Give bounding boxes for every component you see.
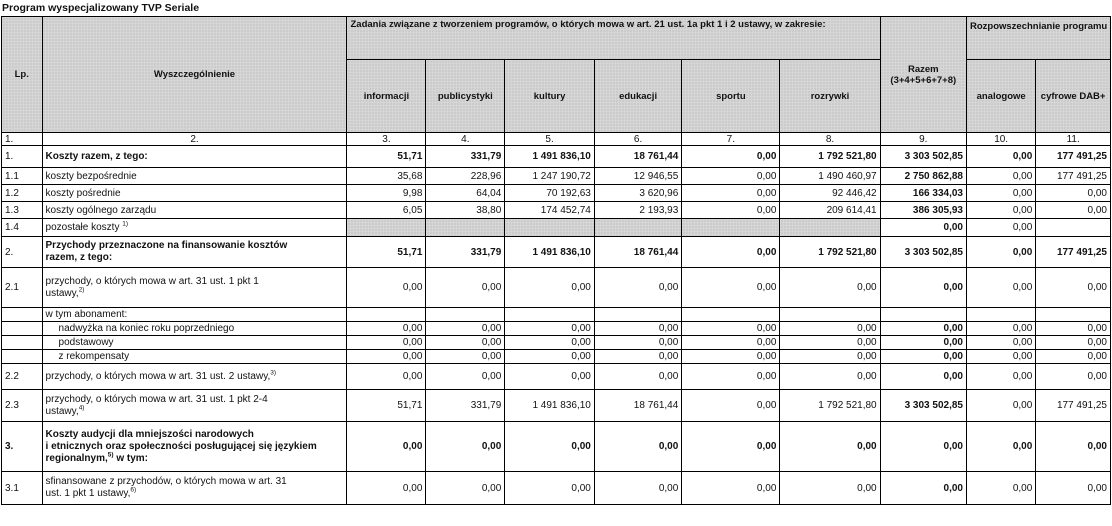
cell-kultury: 0,00 — [505, 350, 595, 364]
cell-analogowe: 0,00 — [966, 322, 1035, 336]
cell-publicystyki: 0,00 — [426, 268, 505, 308]
cell-rozrywki: 0,00 — [780, 422, 880, 472]
col-number: 1. — [2, 133, 43, 146]
cell-informacji: 35,68 — [347, 168, 426, 185]
cell-kultury: 0,00 — [505, 422, 595, 472]
cell-publicystyki: 0,00 — [426, 472, 505, 505]
row-lp — [2, 322, 43, 336]
cell-rozrywki: 0,00 — [780, 350, 880, 364]
cell-kultury: 0,00 — [505, 322, 595, 336]
cell-sportu: 0,00 — [682, 336, 780, 350]
cell-kultury: 1 247 190,72 — [505, 168, 595, 185]
col-number: 3. — [347, 133, 426, 146]
table-row — [2, 364, 1111, 390]
cell-sportu: 0,00 — [682, 168, 780, 185]
row-label — [42, 364, 347, 390]
header-informacji: informacji — [347, 60, 426, 133]
col-number: 11. — [1036, 133, 1111, 146]
cell-kultury: 1 491 836,10 — [505, 390, 595, 422]
col-number: 5. — [505, 133, 595, 146]
cell-informacji: 0,00 — [347, 322, 426, 336]
cell-cyfrowe: 0,00 — [1036, 322, 1111, 336]
cell-edukacji: 18 761,44 — [594, 146, 681, 168]
cell-informacji: 51,71 — [347, 390, 426, 422]
cell-informacji: 6,05 — [347, 202, 426, 219]
row-label-line — [46, 453, 344, 465]
cell-sportu: 0,00 — [682, 185, 780, 202]
col-number: 7. — [682, 133, 780, 146]
cell-sportu: 0,00 — [682, 202, 780, 219]
cell-sportu: 0,00 — [682, 146, 780, 168]
row-label: Koszty razem, z tego: — [42, 146, 347, 168]
cell-empty — [682, 308, 780, 322]
row-label-text: regionalnym, — [45, 452, 108, 464]
cell-razem: 3 303 502,85 — [880, 237, 966, 268]
footnote-ref: 2) — [78, 286, 85, 294]
cell-razem: 0,00 — [880, 472, 966, 505]
cell-publicystyki: 0,00 — [426, 350, 505, 364]
cell-informacji: 0,00 — [347, 268, 426, 308]
table-row — [2, 472, 1111, 505]
cell-cyfrowe: 177 491,25 — [1036, 168, 1111, 185]
cell-empty — [966, 308, 1035, 322]
cell-analogowe: 0,00 — [966, 168, 1035, 185]
page-title: Program wyspecjalizowany TVP Seriale — [2, 2, 200, 14]
cell-informacji: 9,98 — [347, 185, 426, 202]
cell-rozrywki: 0,00 — [780, 472, 880, 505]
cell-publicystyki: 0,00 — [426, 422, 505, 472]
row-label-line — [46, 406, 344, 418]
cell-razem: 386 305,93 — [880, 202, 966, 219]
cell-razem: 3 303 502,85 — [880, 390, 966, 422]
cell-cyfrowe: 177 491,25 — [1036, 390, 1111, 422]
row-label: koszty pośrednie — [42, 185, 347, 202]
cell-informacji: 0,00 — [347, 472, 426, 505]
cell-razem: 0,00 — [880, 350, 966, 364]
cell-rozrywki: 0,00 — [780, 364, 880, 390]
row-label: podstawowy — [42, 336, 347, 350]
header-razem-label: Razem — [907, 63, 939, 75]
cell-cyfrowe: 0,00 — [1036, 268, 1111, 308]
cell-edukacji: 0,00 — [594, 364, 681, 390]
row-label: nadwyżka na koniec roku poprzedniego — [42, 322, 347, 336]
cell-publicystyki: 331,79 — [426, 146, 505, 168]
cell-razem: 166 334,03 — [880, 185, 966, 202]
cell-razem: 0,00 — [880, 322, 966, 336]
row-label — [42, 237, 347, 268]
cell-sportu: 0,00 — [682, 350, 780, 364]
cell-analogowe: 0,00 — [966, 146, 1035, 168]
cell-sportu: 0,00 — [682, 422, 780, 472]
cell-empty — [594, 308, 681, 322]
cell-rozrywki: 1 490 460,97 — [780, 168, 880, 185]
cell-analogowe: 0,00 — [966, 237, 1035, 268]
cell-edukacji: 0,00 — [594, 336, 681, 350]
cell-analogowe: 0,00 — [966, 390, 1035, 422]
table-row — [2, 336, 1111, 350]
table-row — [2, 322, 1111, 336]
cell-razem: 0,00 — [880, 364, 966, 390]
row-label-line: przychody, o których mowa w art. 31 ust. 1 pkt 1 — [45, 275, 259, 287]
cell-edukacji: 12 946,55 — [594, 168, 681, 185]
cell-edukacji: 0,00 — [594, 422, 681, 472]
footnote-ref: 4) — [78, 404, 85, 412]
cell-sportu: 0,00 — [682, 322, 780, 336]
cell-razem: 0,00 — [880, 268, 966, 308]
footnote-ref: 5) — [107, 451, 114, 459]
cell-cyfrowe: 177 491,25 — [1036, 146, 1111, 168]
row-lp — [2, 350, 43, 364]
row-label-line: i etnicznych oraz społeczności posługującej się językiem — [45, 440, 317, 452]
cell-razem: 0,00 — [880, 336, 966, 350]
row-lp — [2, 308, 43, 322]
cell-edukacji: 18 761,44 — [594, 237, 681, 268]
cell-informacji: 0,00 — [347, 350, 426, 364]
cell-razem: 0,00 — [880, 219, 966, 237]
row-lp: 1.3 — [2, 202, 43, 219]
cell-kultury: 0,00 — [505, 472, 595, 505]
row-label: koszty ogólnego zarządu — [42, 202, 347, 219]
table-row — [2, 202, 1111, 219]
cell-edukacji: 0,00 — [594, 350, 681, 364]
cell-informacji: 51,71 — [347, 146, 426, 168]
cell-analogowe: 0,00 — [966, 350, 1035, 364]
col-number: 8. — [780, 133, 880, 146]
row-lp: 2.3 — [2, 390, 43, 422]
cell-sportu: 0,00 — [682, 364, 780, 390]
cell-empty — [682, 219, 780, 237]
row-lp: 1.1 — [2, 168, 43, 185]
cell-analogowe: 0,00 — [966, 219, 1035, 237]
cell-cyfrowe: 0,00 — [1036, 364, 1111, 390]
row-lp: 2. — [2, 237, 43, 268]
cell-sportu: 0,00 — [682, 268, 780, 308]
table-row — [2, 185, 1111, 202]
cell-cyfrowe: 177 491,25 — [1036, 237, 1111, 268]
footnote-ref: 1) — [122, 220, 129, 228]
table-row — [2, 146, 1111, 168]
cell-razem: 0,00 — [880, 422, 966, 472]
row-lp: 1.2 — [2, 185, 43, 202]
cell-sportu: 0,00 — [682, 472, 780, 505]
cell-edukacji: 0,00 — [594, 472, 681, 505]
row-label-text: ustawy, — [45, 287, 79, 299]
header-lp: Lp. — [2, 17, 43, 133]
cell-publicystyki: 64,04 — [426, 185, 505, 202]
header-cyfrowe: cyfrowe DAB+ — [1036, 60, 1111, 133]
cell-rozrywki: 209 614,41 — [780, 202, 880, 219]
cell-edukacji: 18 761,44 — [594, 390, 681, 422]
cell-empty — [347, 219, 426, 237]
row-label — [42, 219, 347, 237]
cell-cyfrowe: 0,00 — [1036, 202, 1111, 219]
cell-informacji: 51,71 — [347, 237, 426, 268]
row-label-line: Przychody przeznaczone na finansowanie kosztów — [45, 240, 288, 251]
cell-edukacji: 2 193,93 — [594, 202, 681, 219]
footnote-ref: 6) — [130, 486, 137, 494]
cell-empty — [505, 219, 595, 237]
cell-empty — [880, 308, 966, 322]
row-lp: 1. — [2, 146, 43, 168]
cell-empty — [780, 219, 880, 237]
header-wyszczegolnienie: Wyszczególnienie — [42, 17, 347, 133]
cell-rozrywki: 1 792 521,80 — [780, 146, 880, 168]
table-row — [2, 219, 1111, 237]
cell-empty — [426, 219, 505, 237]
footnote-ref: 3) — [270, 369, 277, 377]
row-label-line: razem, z tego: — [45, 252, 113, 263]
cell-cyfrowe: 0,00 — [1036, 472, 1111, 505]
table-row — [2, 268, 1111, 308]
col-number: 4. — [426, 133, 505, 146]
row-label: z rekompensaty — [42, 350, 347, 364]
cell-sportu: 0,00 — [682, 390, 780, 422]
header-razem-formula: (3+4+5+6+7+8) — [890, 74, 957, 86]
cell-rozrywki: 0,00 — [780, 336, 880, 350]
cell-cyfrowe: 0,00 — [1036, 336, 1111, 350]
row-label — [42, 472, 347, 505]
cell-rozrywki: 0,00 — [780, 322, 880, 336]
header-analogowe: analogowe — [966, 60, 1035, 133]
cell-empty — [505, 308, 595, 322]
cell-edukacji: 0,00 — [594, 268, 681, 308]
cell-kultury: 0,00 — [505, 336, 595, 350]
table-row — [2, 237, 1111, 268]
cell-empty — [347, 308, 426, 322]
cell-analogowe: 0,00 — [966, 422, 1035, 472]
header-rozrywki: rozrywki — [780, 60, 880, 133]
cell-publicystyki: 0,00 — [426, 364, 505, 390]
header-kultury: kultury — [505, 60, 595, 133]
cell-empty — [780, 308, 880, 322]
cell-publicystyki: 331,79 — [426, 237, 505, 268]
cell-empty — [1036, 219, 1111, 237]
row-label-text: w tym: — [113, 452, 148, 464]
cell-kultury: 174 452,74 — [505, 202, 595, 219]
cell-kultury: 0,00 — [505, 268, 595, 308]
cell-publicystyki: 0,00 — [426, 322, 505, 336]
cell-rozrywki: 1 792 521,80 — [780, 390, 880, 422]
cell-analogowe: 0,00 — [966, 202, 1035, 219]
financial-table — [1, 16, 1111, 505]
cell-analogowe: 0,00 — [966, 185, 1035, 202]
cell-informacji: 0,00 — [347, 336, 426, 350]
header-zadania: Zadania związane z tworzeniem programów, o których mowa w art. 21 ust. 1a pkt 1 i 2 ustawy, w zakresie: — [347, 17, 880, 60]
header-rozpowszechnianie: Rozpowszechnianie programu — [966, 17, 1110, 60]
header-publicystyki: publicystyki — [426, 60, 505, 133]
row-label — [42, 422, 347, 472]
cell-publicystyki: 331,79 — [426, 390, 505, 422]
cell-empty — [1036, 308, 1111, 322]
col-number: 6. — [594, 133, 681, 146]
cell-kultury: 70 192,63 — [505, 185, 595, 202]
header-row-top — [2, 17, 1111, 60]
col-number: 2. — [42, 133, 347, 146]
cell-empty — [426, 308, 505, 322]
cell-analogowe: 0,00 — [966, 268, 1035, 308]
cell-informacji: 0,00 — [347, 364, 426, 390]
table-row — [2, 422, 1111, 472]
row-label-line: sfinansowane z przychodów, o których mowa w art. 31 — [45, 476, 287, 487]
row-label-line — [46, 488, 344, 500]
cell-empty — [594, 219, 681, 237]
cell-kultury: 1 491 836,10 — [505, 237, 595, 268]
table-row — [2, 390, 1111, 422]
cell-informacji: 0,00 — [347, 422, 426, 472]
table-row — [2, 308, 1111, 322]
row-label-text: pozostałe koszty — [45, 222, 120, 233]
row-label: koszty bezpośrednie — [42, 168, 347, 185]
row-label-line: przychody, o których mowa w art. 31 ust. 1 pkt 2-4 — [45, 393, 268, 405]
cell-cyfrowe: 0,00 — [1036, 422, 1111, 472]
cell-kultury: 0,00 — [505, 364, 595, 390]
cell-razem: 2 750 862,88 — [880, 168, 966, 185]
header-razem — [880, 17, 966, 133]
row-lp: 2.1 — [2, 268, 43, 308]
row-label — [42, 390, 347, 422]
row-label-text: przychody, o których mowa w art. 31 ust. 2 ustawy, — [45, 371, 271, 382]
row-label-text: ustawy, — [45, 405, 79, 417]
table-row — [2, 168, 1111, 185]
col-number: 9. — [880, 133, 966, 146]
cell-analogowe: 0,00 — [966, 472, 1035, 505]
cell-kultury: 1 491 836,10 — [505, 146, 595, 168]
cell-rozrywki: 1 792 521,80 — [780, 237, 880, 268]
cell-publicystyki: 228,96 — [426, 168, 505, 185]
header-edukacji: edukacji — [594, 60, 681, 133]
col-number: 10. — [966, 133, 1035, 146]
cell-publicystyki: 0,00 — [426, 336, 505, 350]
cell-edukacji: 0,00 — [594, 322, 681, 336]
row-lp: 3. — [2, 422, 43, 472]
cell-analogowe: 0,00 — [966, 336, 1035, 350]
cell-sportu: 0,00 — [682, 237, 780, 268]
cell-edukacji: 3 620,96 — [594, 185, 681, 202]
cell-rozrywki: 0,00 — [780, 268, 880, 308]
cell-publicystyki: 38,80 — [426, 202, 505, 219]
cell-rozrywki: 92 446,42 — [780, 185, 880, 202]
row-label — [42, 268, 347, 308]
column-number-row — [2, 133, 1111, 146]
table-row — [2, 350, 1111, 364]
row-label: w tym abonament: — [42, 308, 347, 322]
header-sportu: sportu — [682, 60, 780, 133]
row-lp: 2.2 — [2, 364, 43, 390]
row-lp: 1.4 — [2, 219, 43, 237]
row-lp — [2, 336, 43, 350]
cell-razem: 3 303 502,85 — [880, 146, 966, 168]
row-lp: 3.1 — [2, 472, 43, 505]
row-label-line: Koszty audycji dla mniejszości narodowych — [45, 428, 254, 440]
cell-cyfrowe: 0,00 — [1036, 350, 1111, 364]
row-label-text: ust. 1 pkt 1 ustawy, — [45, 488, 131, 499]
row-label-line — [46, 288, 344, 300]
cell-analogowe: 0,00 — [966, 364, 1035, 390]
cell-cyfrowe: 0,00 — [1036, 185, 1111, 202]
